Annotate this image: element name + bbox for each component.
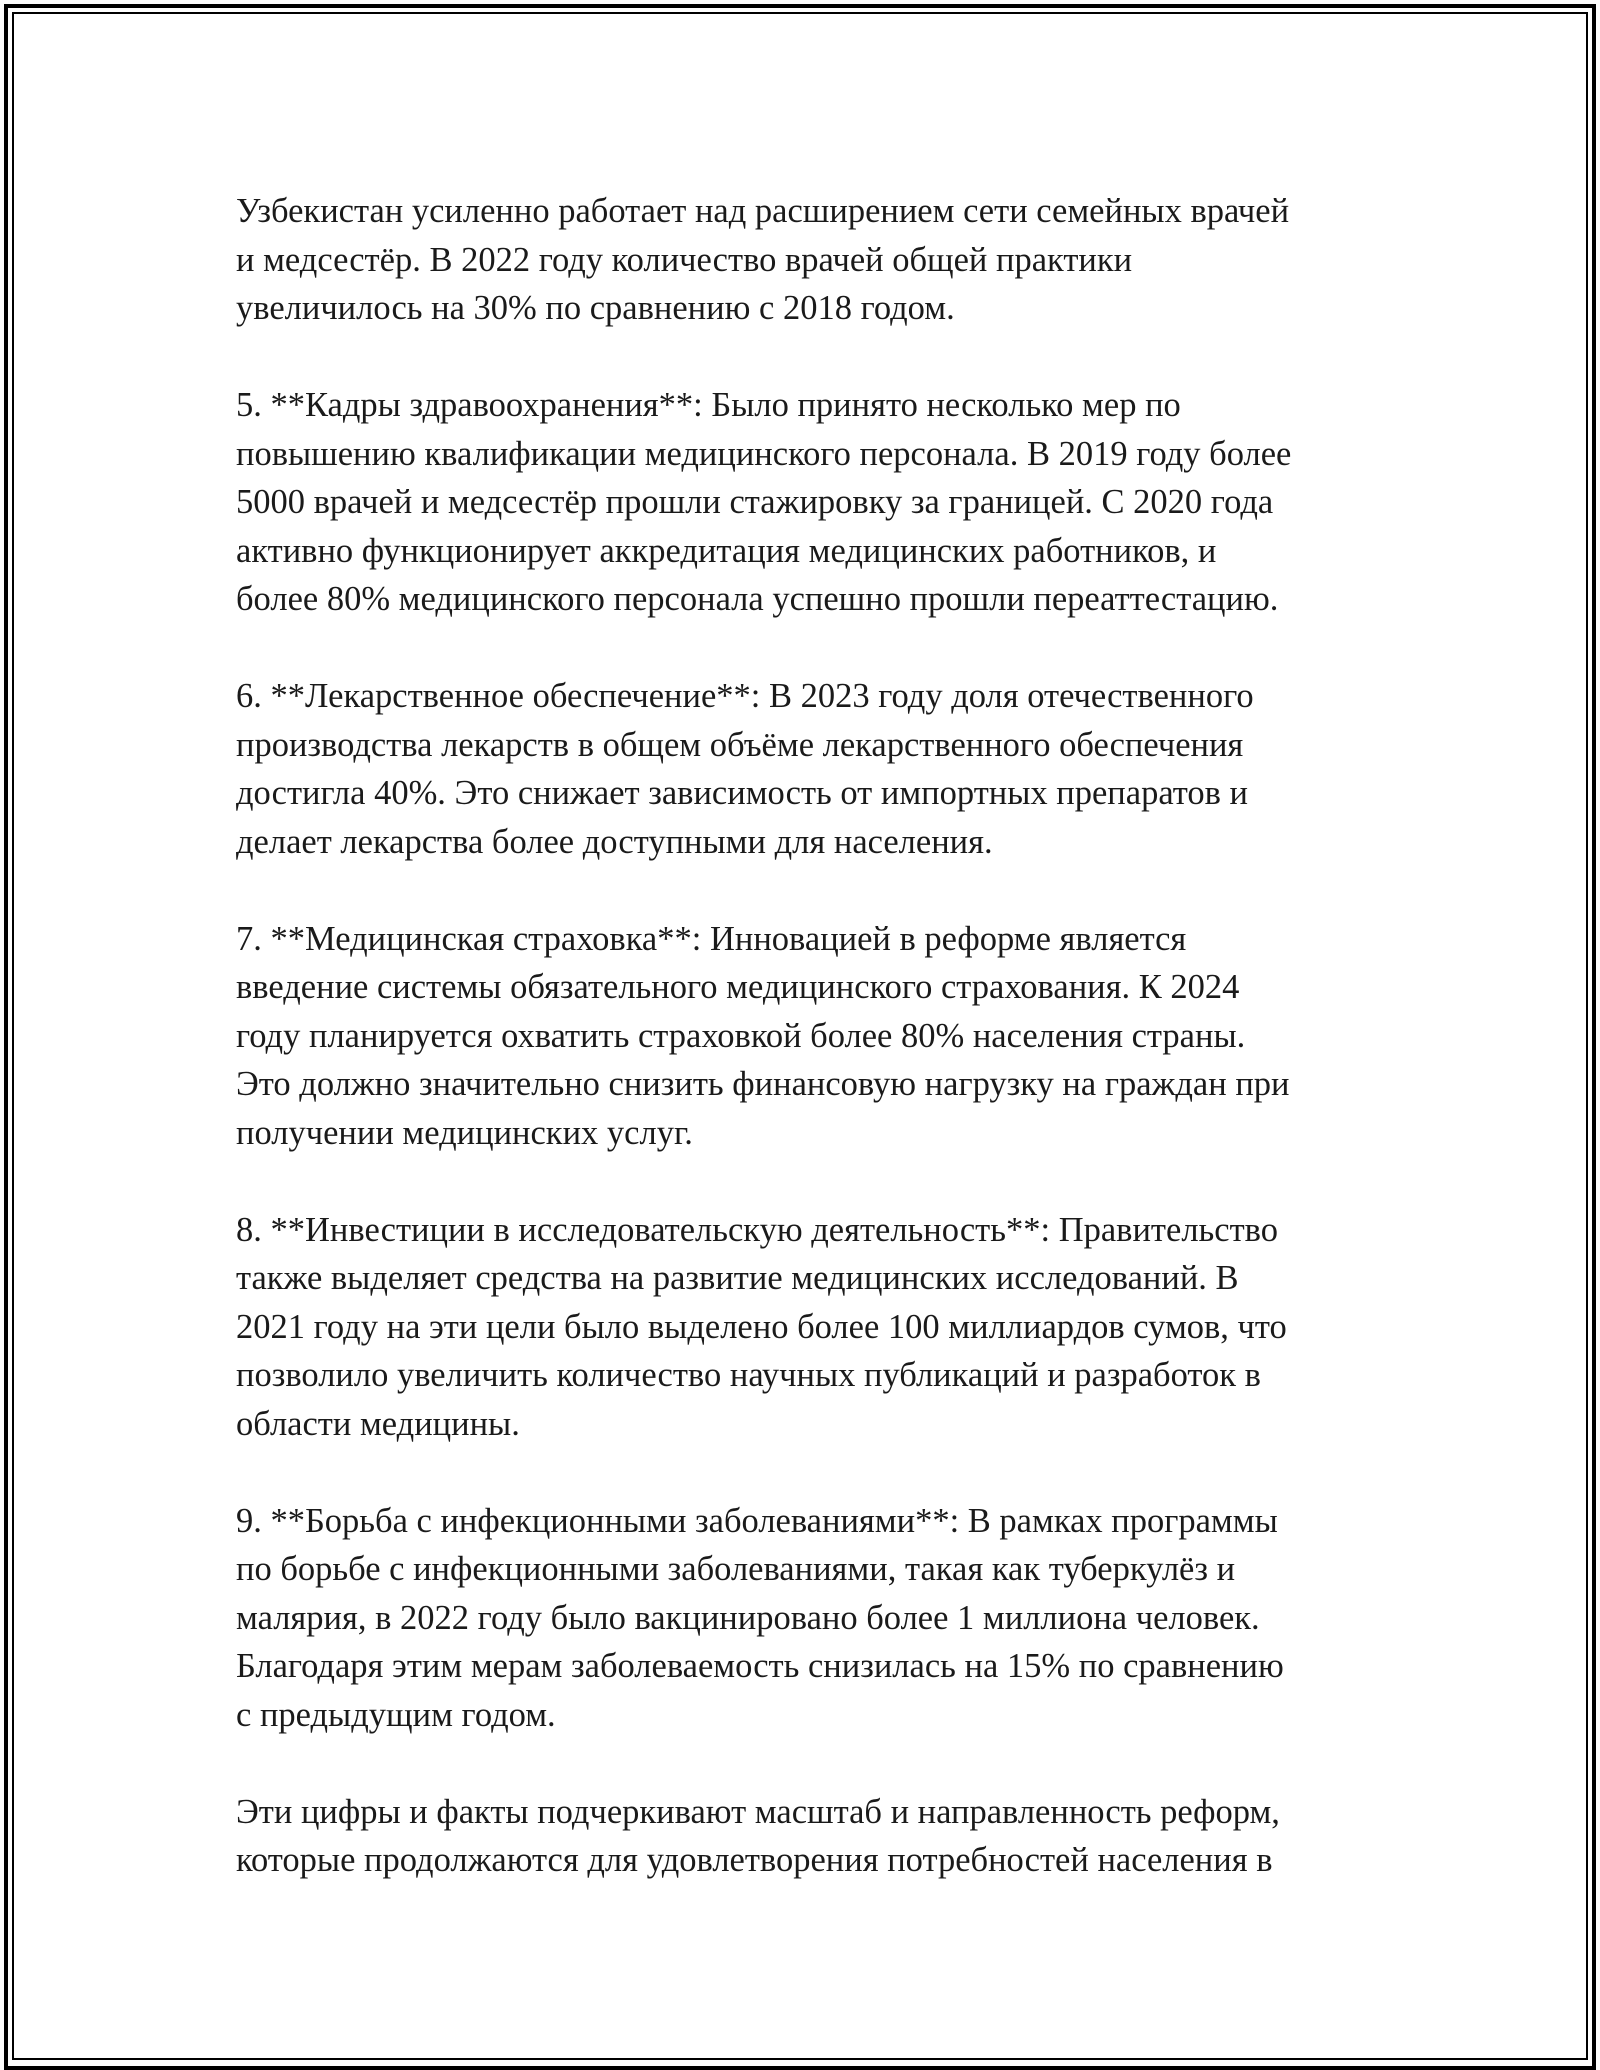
text-line: 7. **Медицинская страховка**: Инновацией в реформе является: [236, 919, 1187, 958]
paragraph-item-5: [236, 381, 1386, 624]
text-line: и медсестёр. В 2022 году количество врачей общей практики: [236, 240, 1133, 279]
text-line: позволило увеличить количество научных публикаций и разработок в: [236, 1356, 1261, 1394]
text-line: Узбекистан усиленно работает над расширением сети семейных врачей: [236, 192, 1290, 230]
text-line: по борьбе с инфекционными заболеваниями, такая как туберкулёз и: [236, 1550, 1236, 1588]
document-body: [236, 187, 1386, 1885]
text-line: 5000 врачей и медсестёр прошли стажировку за границей. С 2020 года: [236, 483, 1274, 521]
text-line: также выделяет средства на развитие медицинских исследований. В: [236, 1259, 1239, 1297]
text-line: достигла 40%. Это снижает зависимость от импортных препаратов и: [236, 774, 1249, 812]
text-line: области медицины.: [236, 1404, 520, 1443]
text-line: повышению квалификации медицинского персонала. В 2019 году более: [236, 434, 1292, 473]
text-line: которые продолжаются для удовлетворения потребностей населения в: [236, 1841, 1273, 1879]
text-line: увеличилось на 30% по сравнению с 2018 годом.: [236, 289, 955, 327]
text-line: 9. **Борьба с инфекционными заболеваниями**: В рамках программы: [236, 1501, 1278, 1540]
text-line: Благодаря этим мерам заболеваемость снизилась на 15% по сравнению: [236, 1647, 1284, 1685]
text-line: получении медицинских услуг.: [236, 1113, 693, 1152]
text-line: Это должно значительно снизить финансовую нагрузку на граждан при: [236, 1065, 1290, 1103]
text-line: малярия, в 2022 году было вакцинировано более 1 миллиона человек.: [236, 1598, 1260, 1637]
text-line: с предыдущим годом.: [236, 1695, 556, 1734]
text-line: 6. **Лекарственное обеспечение**: В 2023 году доля отечественного: [236, 677, 1254, 715]
text-line: более 80% медицинского персонала успешно прошли переаттестацию.: [236, 580, 1279, 618]
text-line: активно функционирует аккредитация медицинских работников, и: [236, 531, 1217, 570]
text-line: 8. **Инвестиции в исследовательскую деятельность**: Правительство: [236, 1210, 1278, 1249]
paragraph-item-9: [236, 1497, 1386, 1740]
text-line: 2021 году на эти цели было выделено более 100 миллиардов сумов, что: [236, 1307, 1287, 1346]
text-line: году планируется охватить страховкой более 80% населения страны.: [236, 1016, 1246, 1055]
paragraph-item-7: [236, 915, 1386, 1158]
text-line: Эти цифры и факты подчеркивают масштаб и направленность реформ,: [236, 1792, 1280, 1831]
paragraph-item-6: [236, 672, 1386, 866]
text-line: производства лекарств в общем объёме лекарственного обеспечения: [236, 725, 1244, 764]
paragraph-conclusion: [236, 1788, 1386, 1885]
paragraph-item-8: [236, 1206, 1386, 1449]
paragraph-intro: [236, 187, 1386, 333]
text-line: 5. **Кадры здравоохранения**: Было принято несколько мер по: [236, 386, 1181, 424]
text-line: введение системы обязательного медицинского страхования. К 2024: [236, 968, 1240, 1006]
text-line: делает лекарства более доступными для населения.: [236, 822, 993, 861]
